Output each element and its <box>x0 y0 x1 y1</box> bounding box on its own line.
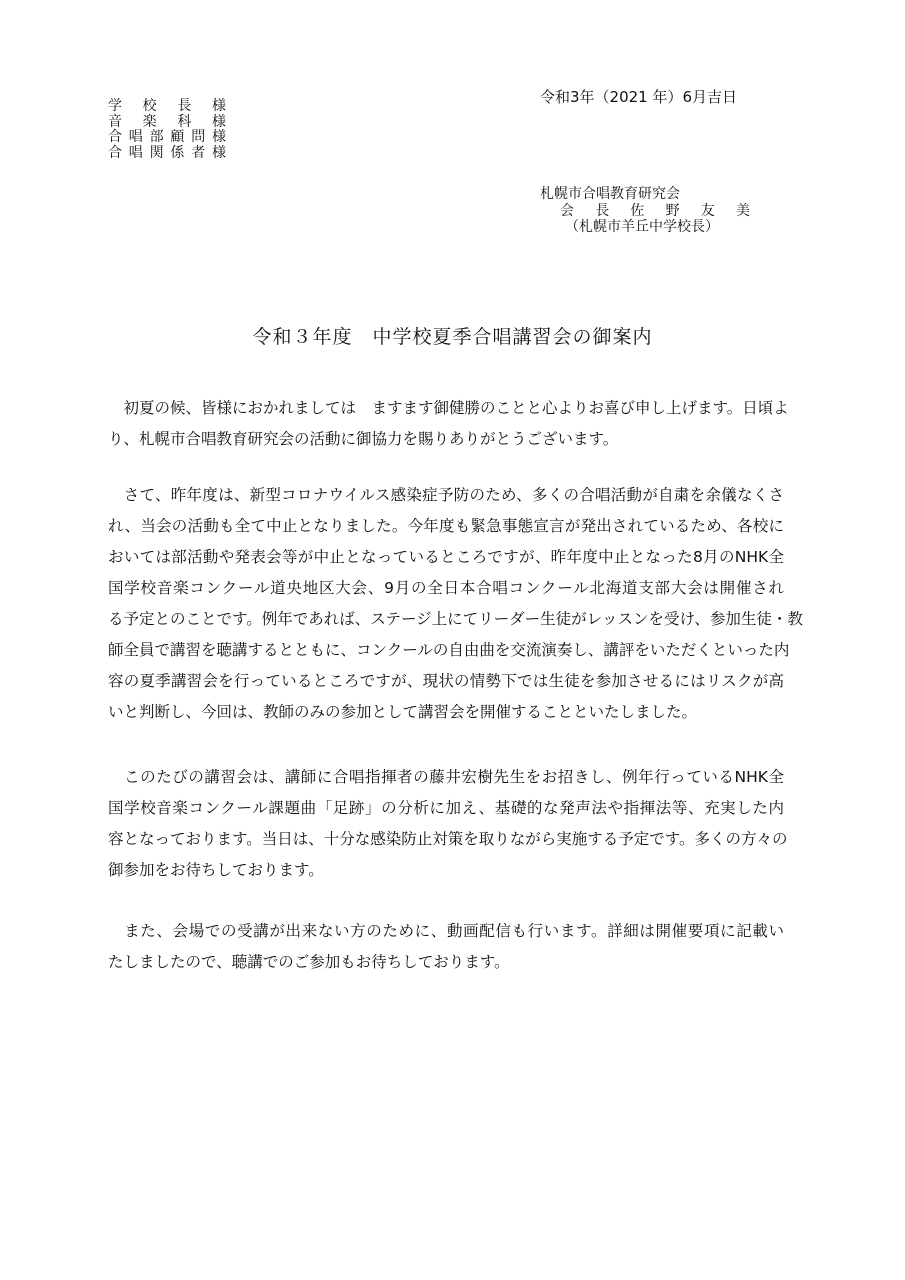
text-line: 師全員で講習を聴講するとともに、コンクールの自由曲を交流演奏し、講評をいただくといった内 <box>108 641 790 659</box>
text-line: 御参加をお待ちしております。 <box>108 861 324 879</box>
sender-affiliation: （札幌市羊丘中学校長） <box>565 219 719 235</box>
text-line: 容となっております。当日は、十分な感染防止対策を取りながら実施する予定です。多くの方々の <box>108 830 788 848</box>
document-date: 令和3年（2021 年）6月吉日 <box>540 88 738 106</box>
document-title: 令和３年度 中学校夏季合唱講習会の御案内 <box>252 326 653 348</box>
addressee: 合唱部顧問様 <box>108 129 226 145</box>
sender-organization: 札幌市合唱教育研究会 <box>540 186 680 202</box>
text-line: たしましたので、聴講でのご参加もお待ちしております。 <box>108 953 510 971</box>
sender-block <box>540 186 750 236</box>
text-line: また、会場での受講が出来ない方のために、動画配信も行います。詳細は開催要項に記載い <box>108 922 784 940</box>
text-line: れ、当会の活動も全て中止となりました。今年度も緊急事態宣言が発出されているため、各校に <box>108 517 784 535</box>
text-line: このたびの講習会は、講師に合唱指揮者の藤井宏樹先生をお招きし、例年行っているNHK全 <box>108 768 784 786</box>
text-line: おいては部活動や発表会等が中止となっているところですが、昨年度中止となった8月のNHK全 <box>108 548 784 566</box>
body-paragraph-2 <box>108 480 803 728</box>
body-paragraph-1 <box>108 393 789 455</box>
addressee: 音楽科様 <box>108 113 226 130</box>
body-paragraph-3 <box>108 762 788 886</box>
sender-name: 会長佐野友美 <box>560 202 750 219</box>
text-line: さて、昨年度は、新型コロナウイルス感染症予防のため、多くの合唱活動が自粛を余儀なくさ <box>108 486 784 504</box>
text-line: いと判断し、今回は、教師のみの参加として講習会を開催することといたしました。 <box>108 703 698 721</box>
addressee: 合唱関係者様 <box>108 144 226 161</box>
text-line: る予定とのことです。例年であれば、ステージ上にてリーダー生徒がレッスンを受け、参加生徒・教 <box>108 610 803 628</box>
text-line: 初夏の候、皆様におかれましては ますます御健勝のことと心よりお喜び申し上げます。日頃よ <box>108 399 789 417</box>
text-line: り、札幌市合唱教育研究会の活動に御協力を賜りありがとうございます。 <box>108 430 619 448</box>
body-paragraph-4 <box>108 916 784 978</box>
text-line: 国学校音楽コンクール道央地区大会、9月の全日本合唱コンクール北海道支部大会は開催され <box>108 579 784 597</box>
addressee: 学校長様 <box>108 98 226 114</box>
text-line: 国学校音楽コンクール課題曲「足跡」の分析に加え、基礎的な発声法や指揮法等、充実した内 <box>108 799 784 817</box>
text-line: 容の夏季講習会を行っているところですが、現状の情勢下では生徒を参加させるにはリスクが高 <box>108 672 784 690</box>
addressee-list <box>108 99 226 161</box>
